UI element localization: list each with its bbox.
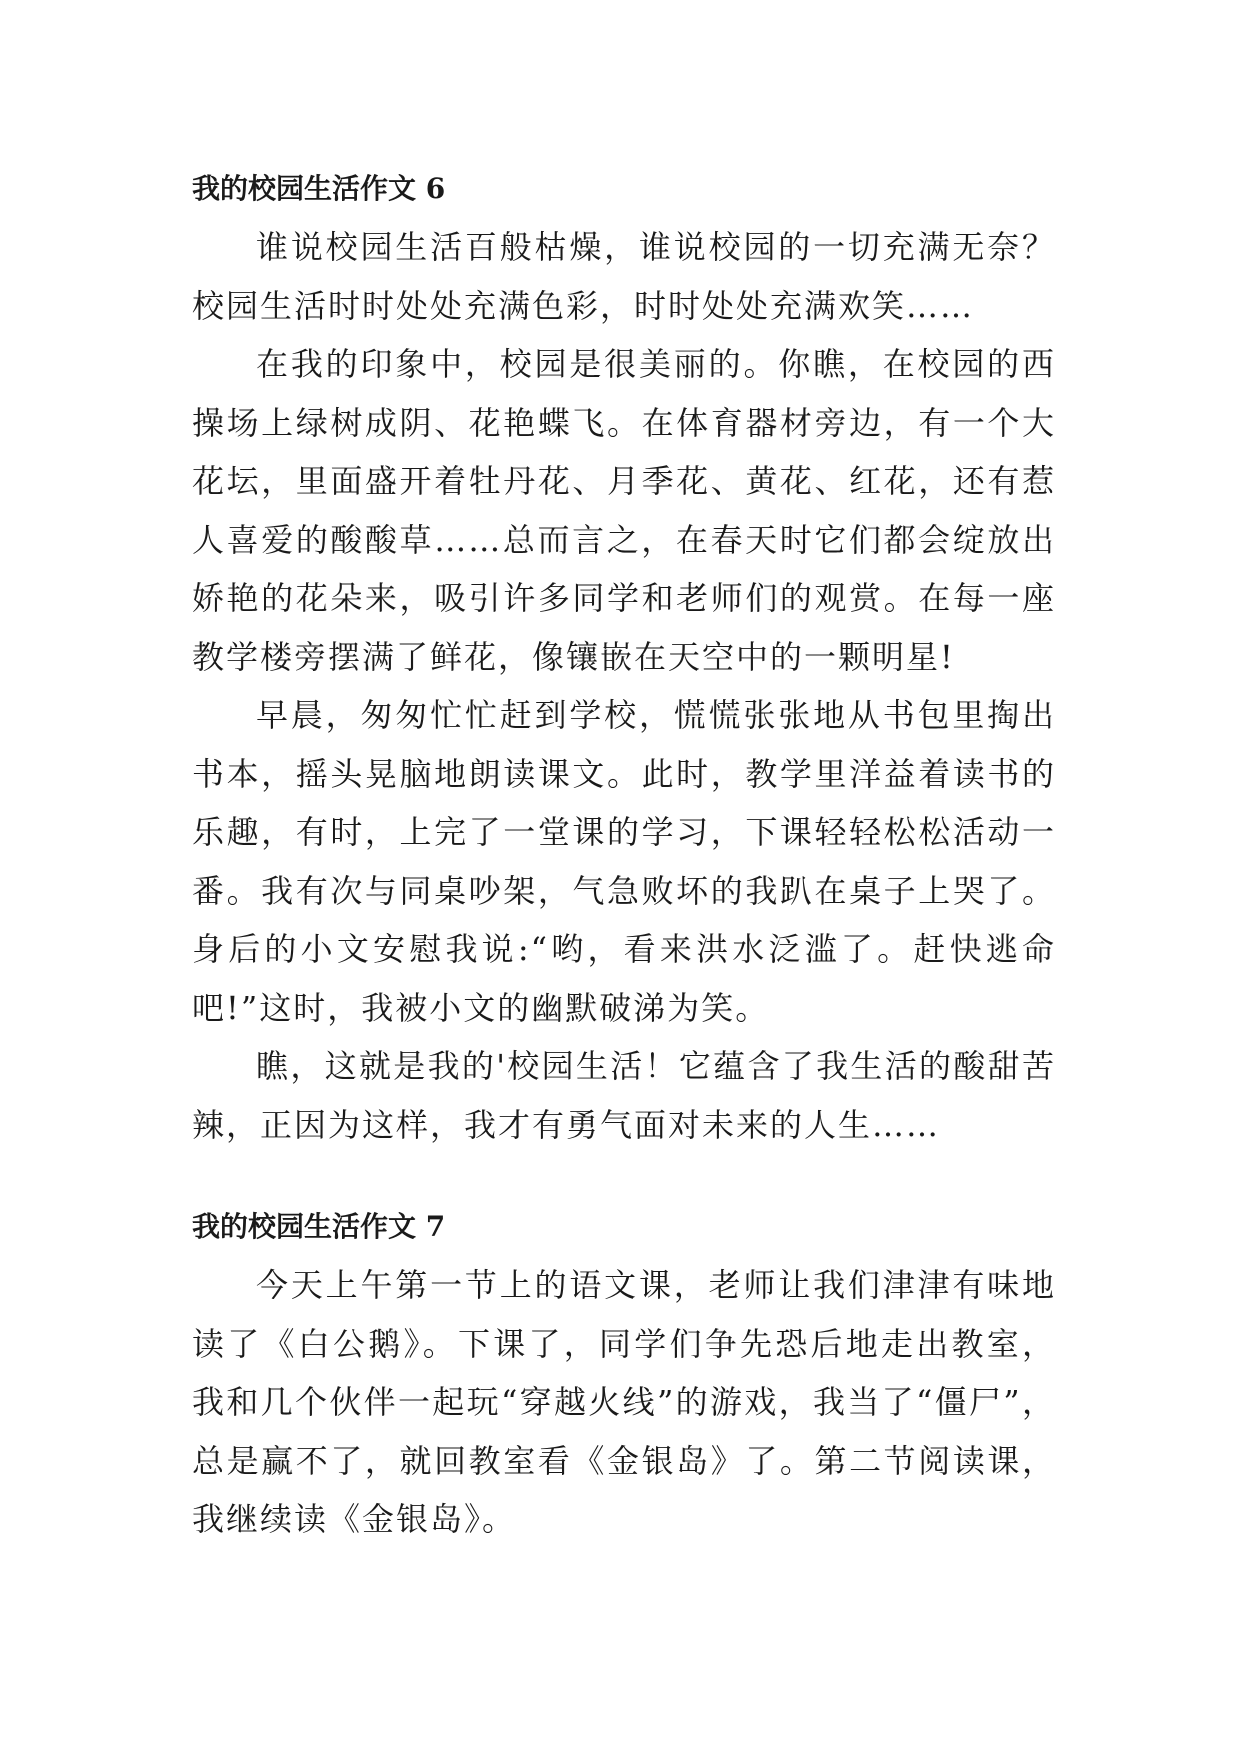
essay-section-7	[192, 1198, 1056, 1549]
document-body	[192, 160, 1056, 1549]
paragraph: 今天上午第一节上的语文课，老师让我们津津有味地读了《白公鹅》。下课了，同学们争先恐后地走出教室，我和几个伙伴一起玩“穿越火线”的游戏，我当了“僵尸”，总是赢不了，就回教室看《金银岛》了。第二节阅读课，我继续读《金银岛》。	[192, 1266, 1056, 1538]
paragraph: 早晨，匆匆忙忙赶到学校，慌慌张张地从书包里掏出书本，摇头晃脑地朗读课文。此时，教学里洋益着读书的乐趣，有时，上完了一堂课的学习，下课轻轻松松活动一番。我有次与同桌吵架，气急败坏的我趴在桌子上哭了。身后的小文安慰我说:“哟，看来洪水泛滥了。赶快逃命吧!”这时，我被小文的幽默破涕为笑。	[192, 696, 1056, 1027]
paragraph: 在我的印象中，校园是很美丽的。你瞧，在校园的西操场上绿树成阴、花艳蝶飞。在体育器材旁边，有一个大花坛，里面盛开着牡丹花、月季花、黄花、红花，还有惹人喜爱的酸酸草……总而言之，在春天时它们都会绽放出娇艳的花朵来，吸引许多同学和老师们的观赏。在每一座教学楼旁摆满了鲜花，像镶嵌在天空中的一颗明星!	[192, 345, 1056, 676]
section-title: 我的校园生活作文 6	[192, 172, 446, 205]
section-title: 我的校园生活作文 7	[192, 1210, 446, 1243]
section-spacer	[192, 1154, 1056, 1198]
paragraph: 瞧，这就是我的'校园生活！它蕴含了我生活的酸甜苦辣，正因为这样，我才有勇气面对未来的人生……	[192, 1047, 1056, 1144]
paragraph: 谁说校园生活百般枯燥，谁说校园的一切充满无奈？校园生活时时处处充满色彩，时时处处充满欢笑……	[192, 228, 1056, 325]
essay-section-6	[192, 160, 1056, 1154]
